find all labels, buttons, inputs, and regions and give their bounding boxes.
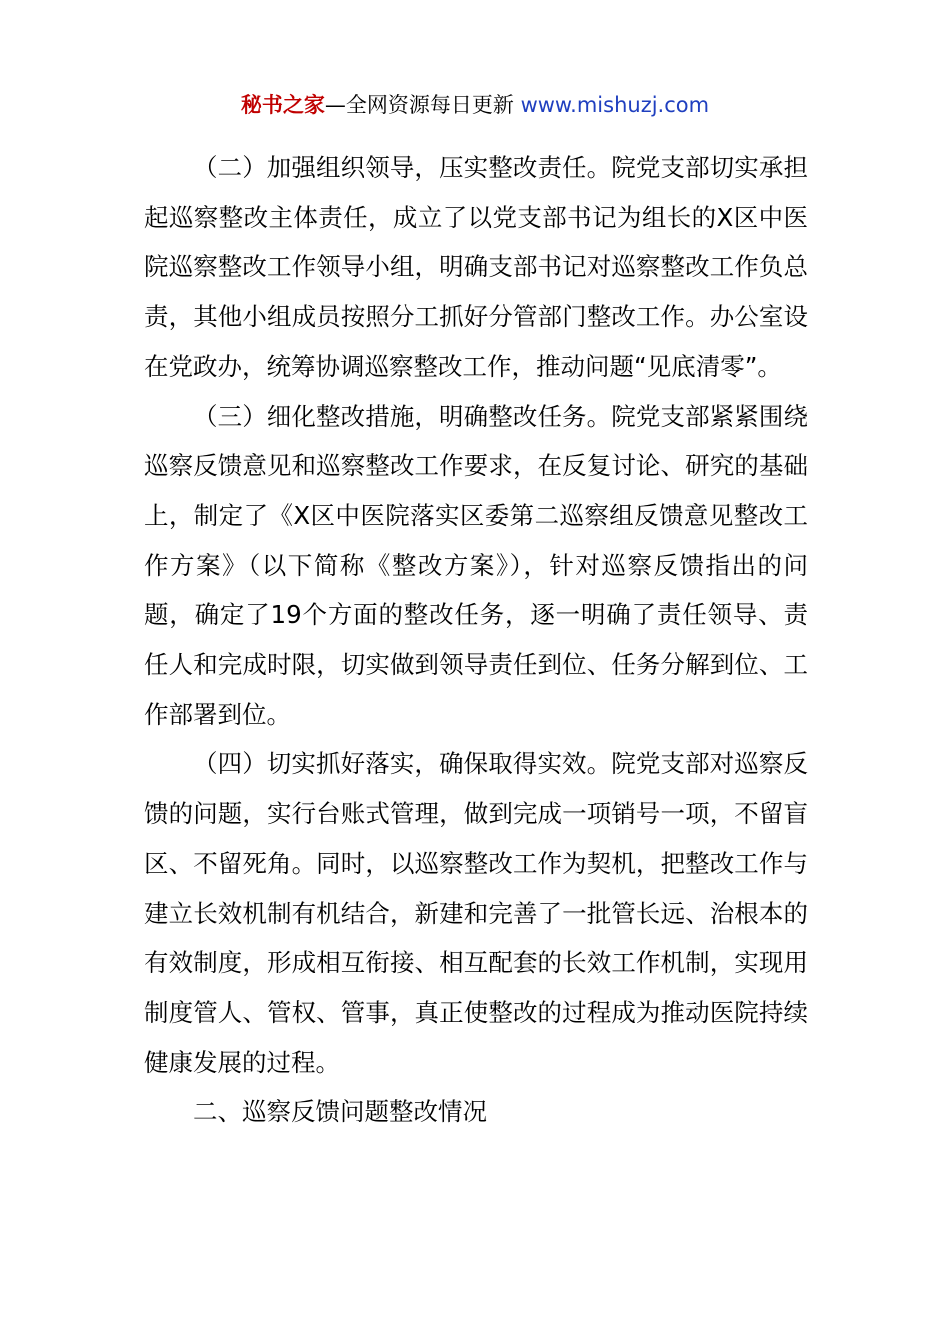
brand-name: 秘书之家 — [240, 93, 325, 117]
section-heading: 二、巡察反馈问题整改情况 — [193, 1097, 487, 1127]
paragraph-2: （二）加强组织领导，压实整改责任。院党支部切实承担起巡察整改主体责任，成立了以党支部书记为组长的X区中医院巡察整改工作领导小组，明确支部书记对巡察整改工作负总责，其他小组成员按照分工抓好分管部门整改工作。办公室设在党政办，统筹协调巡察整改工作，推动问题“见底清零”。 — [144, 153, 808, 381]
header-tagline: —全网资源每日更新 — [324, 93, 521, 117]
page-header — [0, 88, 950, 122]
site-url-link[interactable]: www.mishuzj.com — [520, 93, 710, 117]
document-body — [144, 143, 808, 1137]
paragraph-4: （四）切实抓好落实，确保取得实效。院党支部对巡察反馈的问题，实行台账式管理，做到完成一项销号一项，不留盲区、不留死角。同时，以巡察整改工作为契机，把整改工作与建立长效机制有机结合，新建和完善了一批管长远、治根本的有效制度，形成相互衔接、相互配套的长效工作机制，实现用制度管人、管权、管事，真正使整改的过程成为推动医院持续健康发展的过程。 — [144, 749, 808, 1077]
paragraph-3: （三）细化整改措施，明确整改任务。院党支部紧紧围绕巡察反馈意见和巡察整改工作要求，在反复讨论、研究的基础上，制定了《X区中医院落实区委第二巡察组反馈意见整改工作方案》（以下简称《整改方案》），针对巡察反馈指出的问题，确定了19个方面的整改任务，逐一明确了责任领导、责任人和完成时限，切实做到领导责任到位、任务分解到位、工作部署到位。 — [144, 401, 808, 729]
